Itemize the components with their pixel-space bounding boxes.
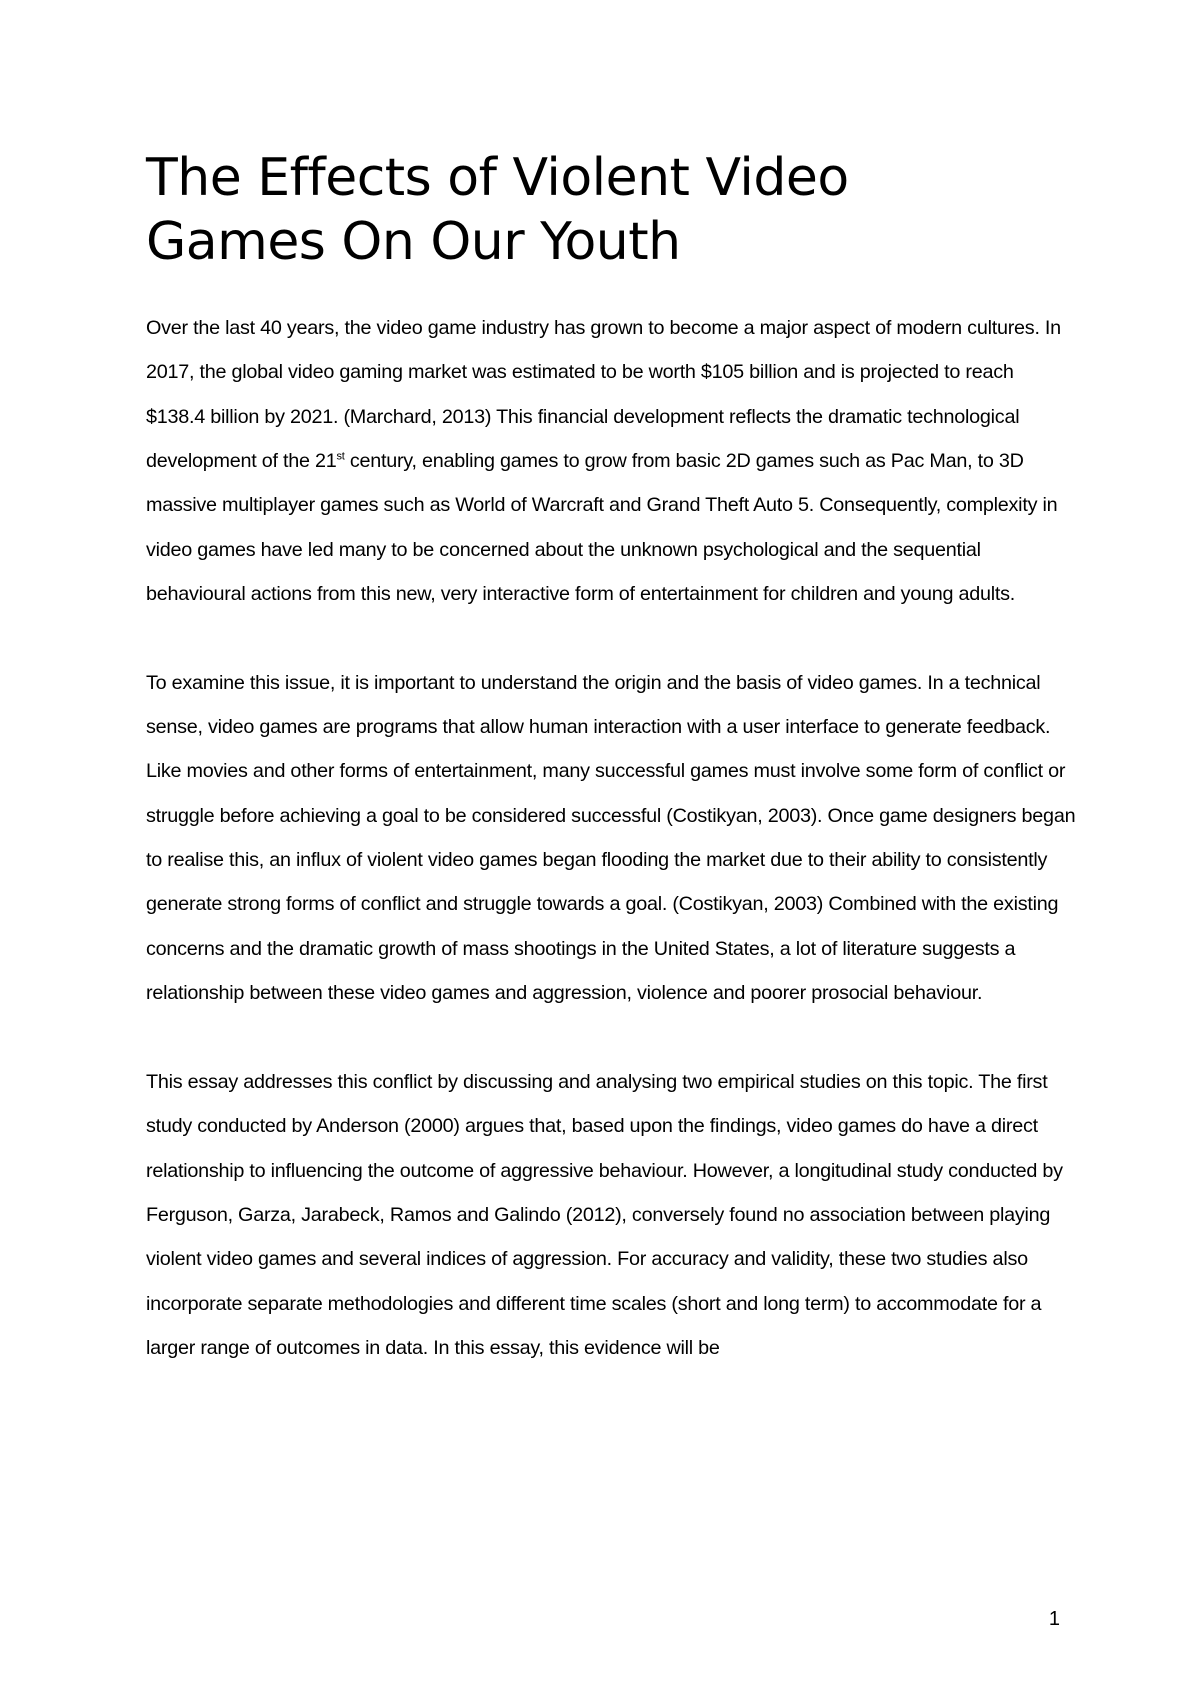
paragraph-3: This essay addresses this conflict by discussing and analysing two empirical studies on this topic. The first study conducted by Anderson (2000) argues that, based upon the findings, video games do have a direct relationship to influencing the outcome of aggressive behaviour. However, a longitudinal study conducted by Ferguson, Garza, Jarabeck, Ramos and Galindo (2012), conversely found no association between playing violent video games and several indices of aggression. For accuracy and validity, these two studies also incorporate separate methodologies and different time scales (short and long term) to accommodate for a larger range of outcomes in data. In this essay, this evidence will be <box>146 1070 1063 1359</box>
title-line-2: Games On Our Youth <box>146 212 681 272</box>
title-line-1: The Effects of Violent Video <box>146 148 849 208</box>
paragraph-1-text-b: century, enabling games to grow from basic 2D games such as Pac Man, to 3D massive multiplayer games such as World of Warcraft and Grand Theft Auto 5. Consequently, complexity in video games have led many to be concerned about the unknown psychological and the sequential behavioural actions from this new, very interactive form of entertainment for children and young adults. <box>146 450 1058 606</box>
paragraph-1 <box>146 306 1076 616</box>
ordinal-superscript: st <box>336 450 345 463</box>
page-number: 1 <box>1048 1608 1060 1630</box>
paragraph-2: To examine this issue, it is important to understand the origin and the basis of video games. In a technical sense, video games are programs that allow human interaction with a user interface to generate feedback. Like movies and other forms of entertainment, many successful games must involve some form of conflict or struggle before achieving a goal to be considered successful (Costikyan, 2003). Once game designers began to realise this, an influx of violent video games began flooding the market due to their ability to consistently generate strong forms of conflict and struggle towards a goal. (Costikyan, 2003) Combined with the existing concerns and the dramatic growth of mass shootings in the United States, a lot of literature suggests a relationship between these video games and aggression, violence and poorer prosocial behaviour. <box>146 671 1076 1005</box>
document-title <box>146 146 1066 274</box>
paragraph-1-text-a: Over the last 40 years, the video game industry has grown to become a major aspect of modern cultures. In 2017, the global video gaming market was estimated to be worth $105 billion and is projected to reach $138.4 billion by 2021. (Marchard, 2013) This financial development reflects the dramatic technological development of the 21 <box>146 317 1061 473</box>
document-body <box>146 306 1076 1370</box>
